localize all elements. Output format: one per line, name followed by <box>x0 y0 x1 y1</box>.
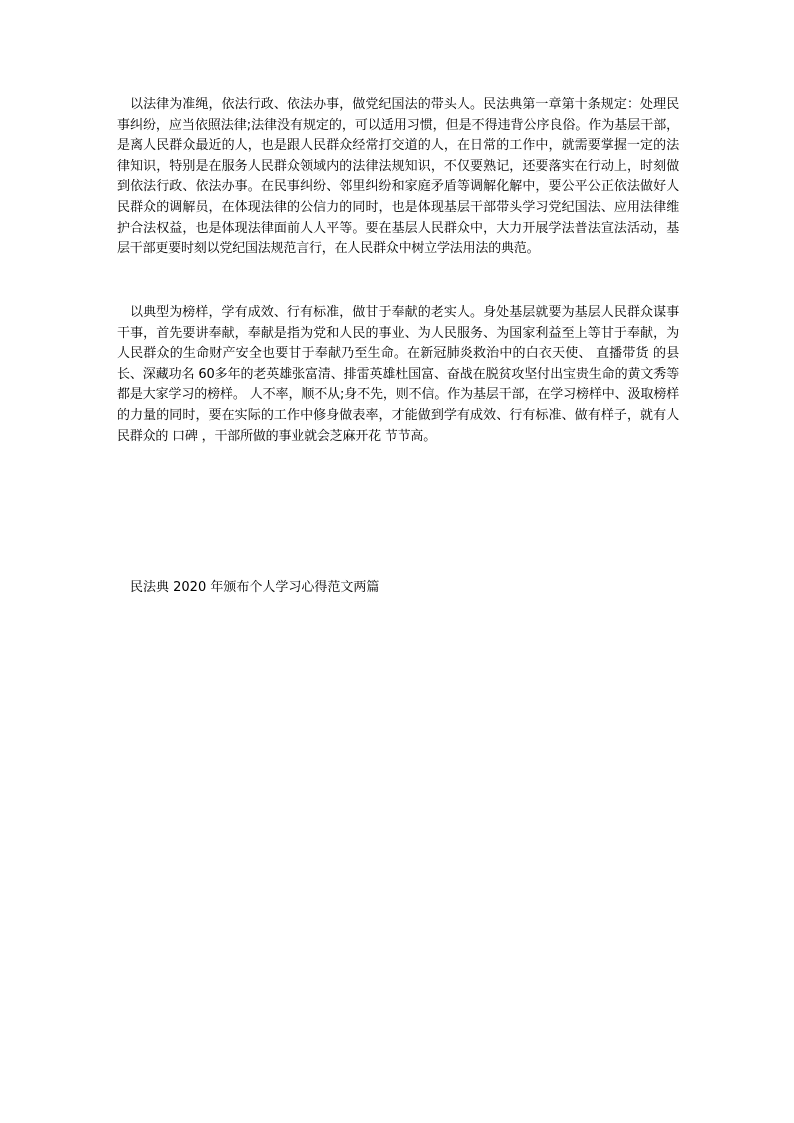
paragraph-rule-of-law: 以法律为准绳，依法行政、依法办事，做党纪国法的带头人。民法典第一章第十条规定：处理民事纠纷，应当依照法律;法律没有规定的，可以适用习惯，但是不得违背公序良俗。作为基层干部，是离人民群众最近的人，也是跟人民群众经常打交道的人，在日常的工作中，就需要掌握一定的法律知识，特别是在服务人民群众领域内的法律法规知识，不仅要熟记，还要落实在行动上，时刻做到依法行政、依法办事。在民事纠纷、邻里纠纷和家庭矛盾等调解化解中，要公平公正依法做好人民群众的调解员，在体现法律的公信力的同时，也是体现基层干部带头学习党纪国法、应用法律维护合法权益，也是体现法律面前人人平等。要在基层人民群众中，大力开展学法普法宣法活动，基层干部更要时刻以党纪国法规范言行，在人民群众中树立学法用法的典范。 <box>117 97 679 257</box>
paragraph-role-models: 以典型为榜样，学有成效、行有标准，做甘于奉献的老实人。身处基层就要为基层人民群众谋事干事，首先要讲奉献，奉献是指为党和人民的事业、为人民服务、为国家利益至上等甘于奉献，为人民群众的生命财产安全也要甘于奉献乃至生命。在新冠肺炎救治中的白衣天使、 直播带货 的县长、深藏功名 60多年的老英雄张富清、排雷英雄杜国富、奋战在脱贫攻坚付出宝贵生命的黄文秀等都是大家学习的榜样。 人不率，顺不从;身不先，则不信。作为基层干部，在学习榜样中、汲取榜样的力量的同时，要在实际的工作中修身做表率，才能做到学有成效、行有标准、做有样子，就有人民群众的 口碑 ，干部所做的事业就会芝麻开花 节节高。 <box>117 305 679 444</box>
footer-title: 民法典 2020 年颁布个人学习心得范文两篇 <box>130 580 380 595</box>
